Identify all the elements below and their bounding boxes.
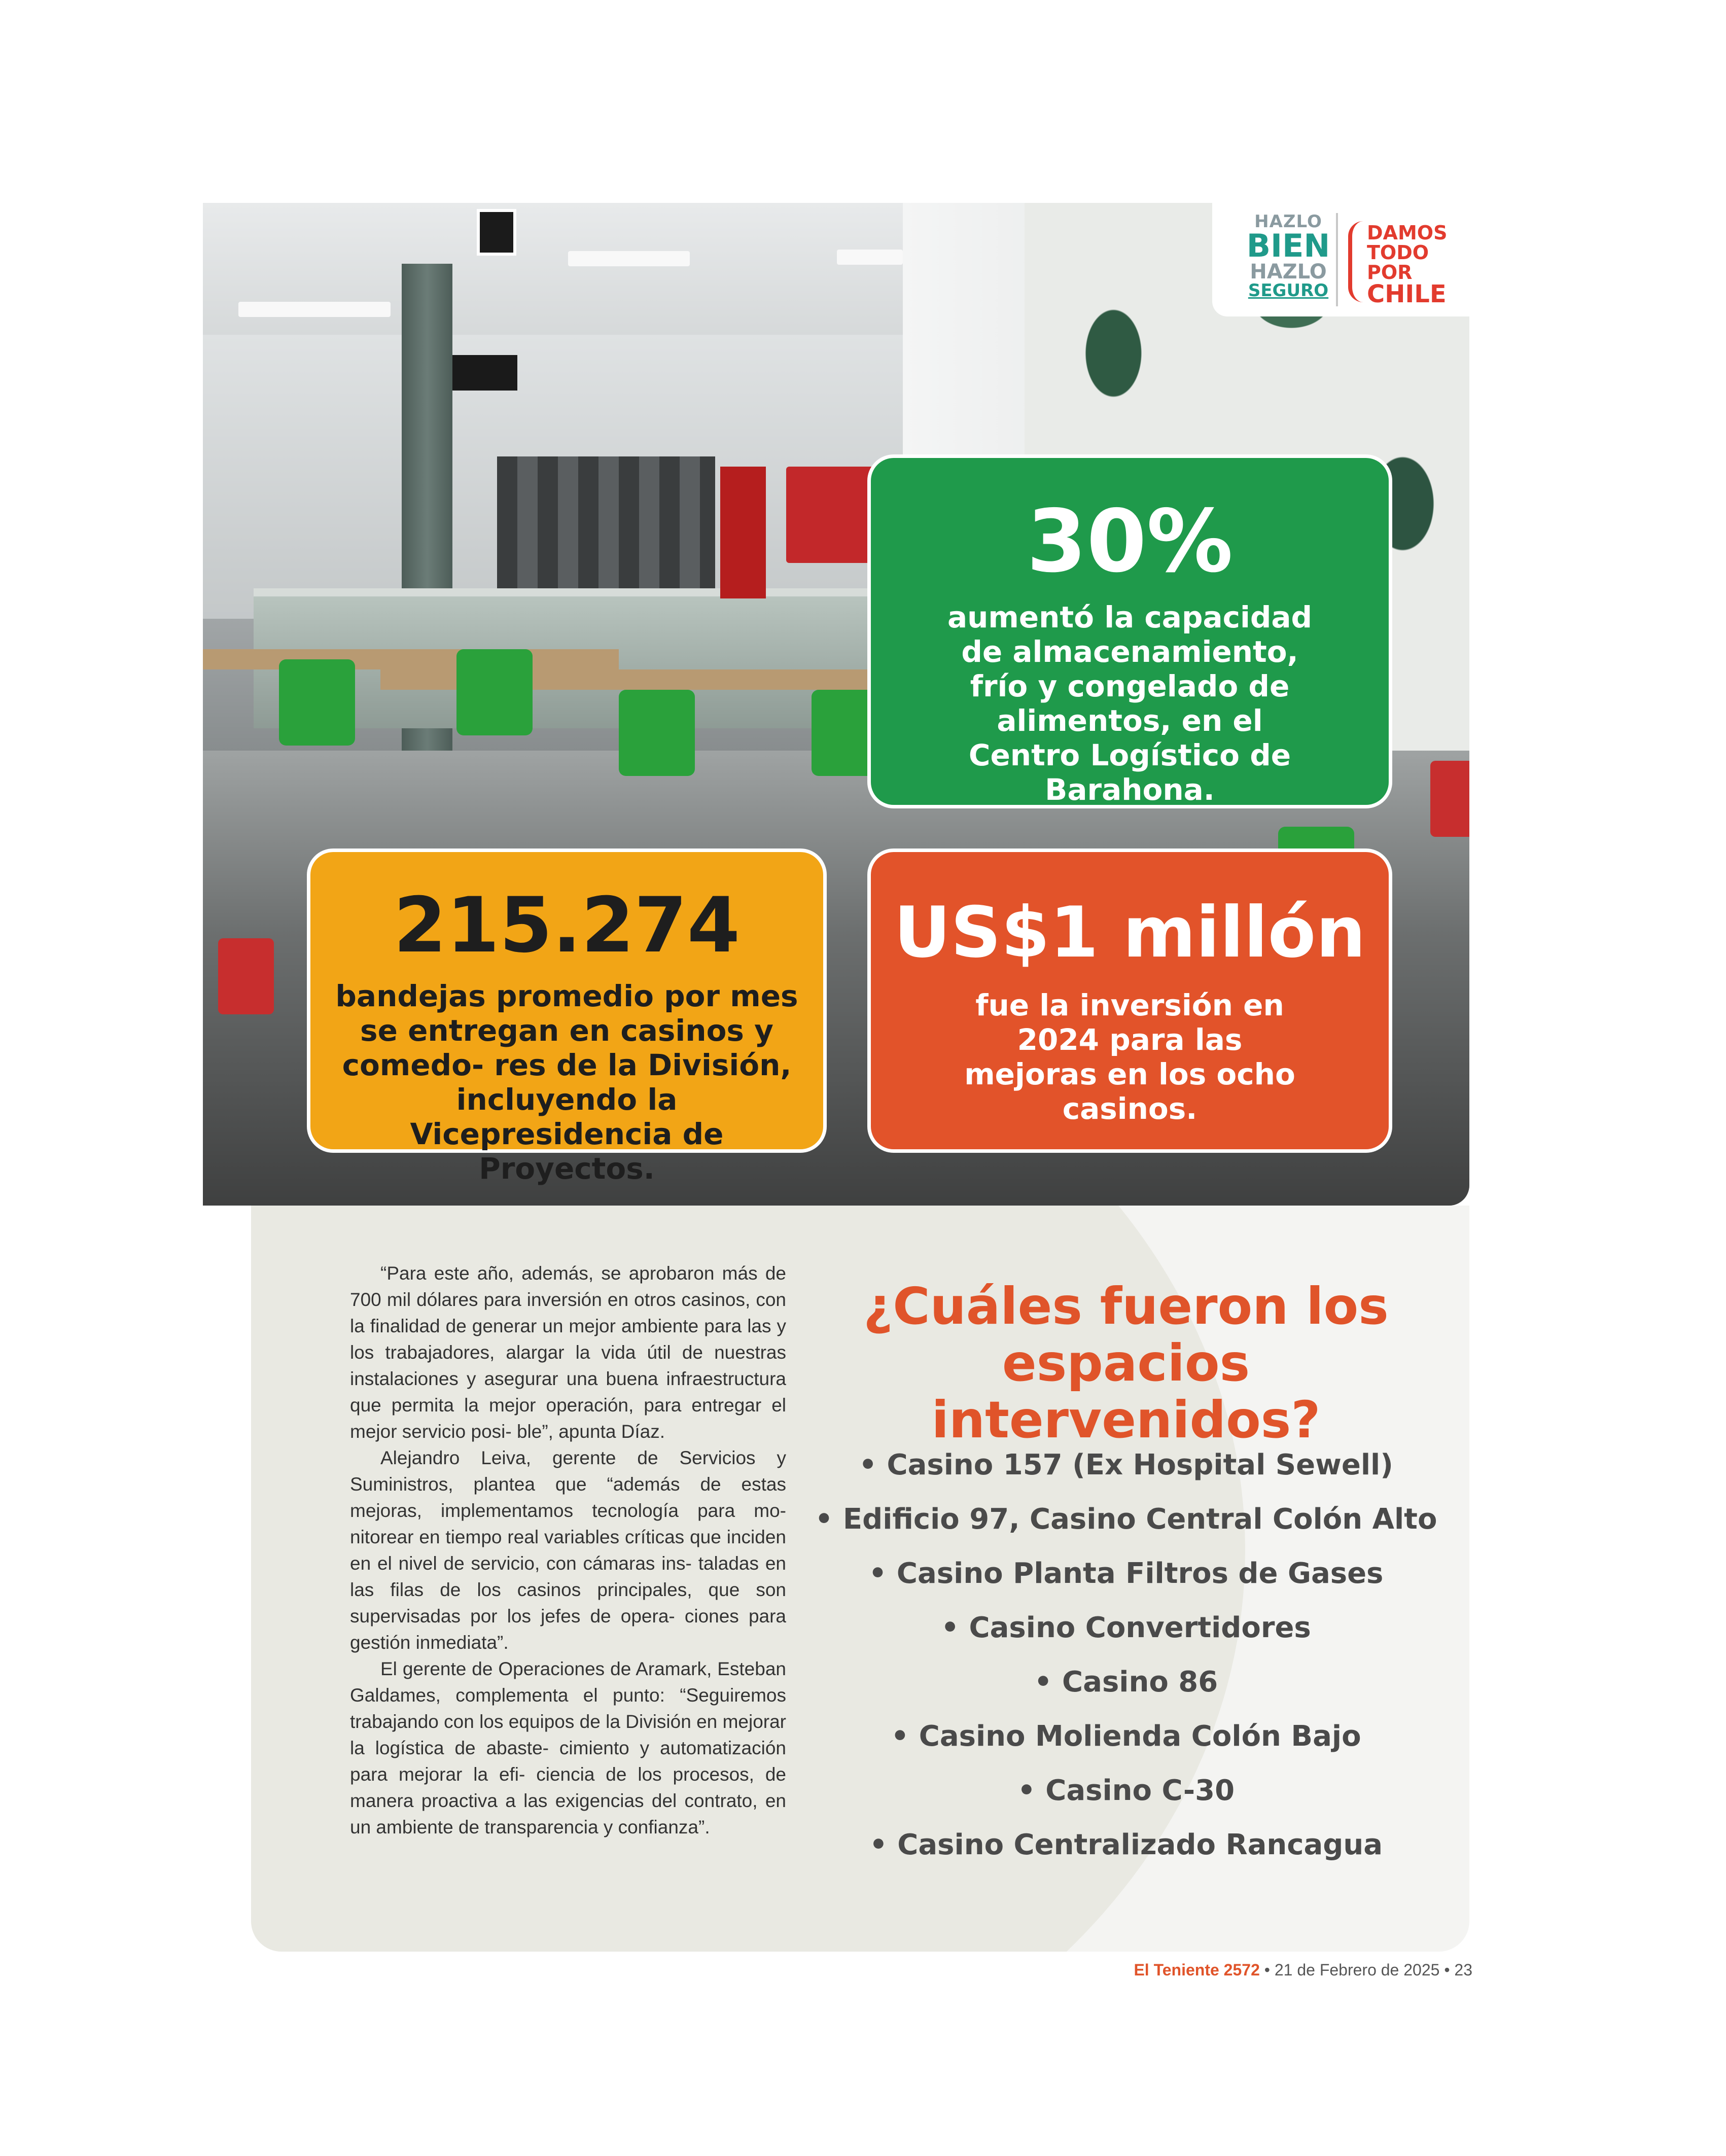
campaign-logo [1212,203,1469,316]
photo-lamp [238,302,391,317]
stat-description: bandejas promedio por mes se entregan en casinos y comedo- res de la División, incluyendo la Vicepresidencia de Proyectos. [335,979,798,1186]
article-body [350,1260,786,1841]
article-paragraph: El gerente de Operaciones de Aramark, Esteban Galdames, complementa el punto: “Seguiremos trabajando con los equipos de la División en mejorar la logística de abaste- cimiento y automatización para mejorar la efi- ciencia de los procesos, de manera proactiva a las exigencias del contrato, en un ambiente de transparencia y confianza”. [350,1658,786,1837]
exit-sign-icon [477,209,516,256]
page-footer [1014,1961,1472,1980]
publication-name: El Teniente 2572 [1134,1961,1260,1979]
photo-chair [619,690,695,776]
photo-red-chair [1430,761,1469,837]
stat-description: aumentó la capacidad de almacenamiento, frío y congelado de alimentos, en el Centro Logístico de Barahona. [947,600,1313,807]
photo-chair [279,659,355,746]
list-item: • Casino 86 [1034,1666,1218,1699]
article-paragraph: “Para este año, además, se aprobaron más de 700 mil dólares para inversión en otros casinos, con la finalidad de generar un mejor ambiente para las y los trabajadores, alargar la vida útil de nuestras instalaciones y asegurar una buena infraestructura que permita la mejor operación, para entregar el mejor servicio posi- ble”, apunta Díaz. [350,1263,786,1442]
page-number: 23 [1454,1961,1472,1979]
list-item: • Edificio 97, Casino Central Colón Alto [815,1503,1437,1536]
logo-bracket-icon [1348,221,1367,302]
stat-value: US$1 millón [894,892,1366,973]
sidebar-heading: ¿Cuáles fueron los espacios intervenidos? [863,1277,1389,1450]
logo-divider [1336,213,1338,306]
photo-fridge [720,467,766,598]
hazlo-bien-logo: HAZLO BIEN HAZLO SEGURO [1246,211,1330,301]
list-item: • Casino Centralizado Rancagua [869,1828,1383,1861]
damos-todo-logo: DAMOS TODO POR CHILE [1367,222,1448,309]
stat-card-trays [307,849,827,1186]
photo-lamp [837,250,903,265]
photo-shelf [497,456,715,604]
stat-value: 215.274 [393,881,741,970]
stat-card-storage [867,454,1392,808]
list-item: • Casino C-30 [1017,1774,1235,1807]
list-item: • Casino Planta Filtros de Gases [868,1557,1384,1590]
list-item: • Casino Convertidores [941,1611,1311,1644]
issue-date: • 21 de Febrero de 2025 • [1264,1961,1450,1979]
article-paragraph: Alejandro Leiva, gerente de Servicios y Suministros, plantea que “además de estas mejoras, implementamos tecnología para mo- nitorear en tiempo real variables críticas que inciden en el nivel de servicio, con cámaras ins- taladas en las filas de los casinos principales, que son supervisadas por los jefes de opera- ciones para gestión inmediata”. [350,1447,786,1653]
photo-red-chair [218,938,274,1014]
stat-description: fue la inversión en 2024 para las mejoras en los ocho casinos. [964,988,1295,1126]
photo-chair [456,649,533,735]
photo-table [203,649,619,669]
stat-value: 30% [1027,491,1233,592]
list-item: • Casino Molienda Colón Bajo [891,1720,1361,1753]
photo-lamp [568,251,690,266]
stat-card-investment [867,849,1392,1153]
list-item: • Casino 157 (Ex Hospital Sewell) [859,1448,1393,1481]
intervened-spaces-list [812,1438,1440,1872]
